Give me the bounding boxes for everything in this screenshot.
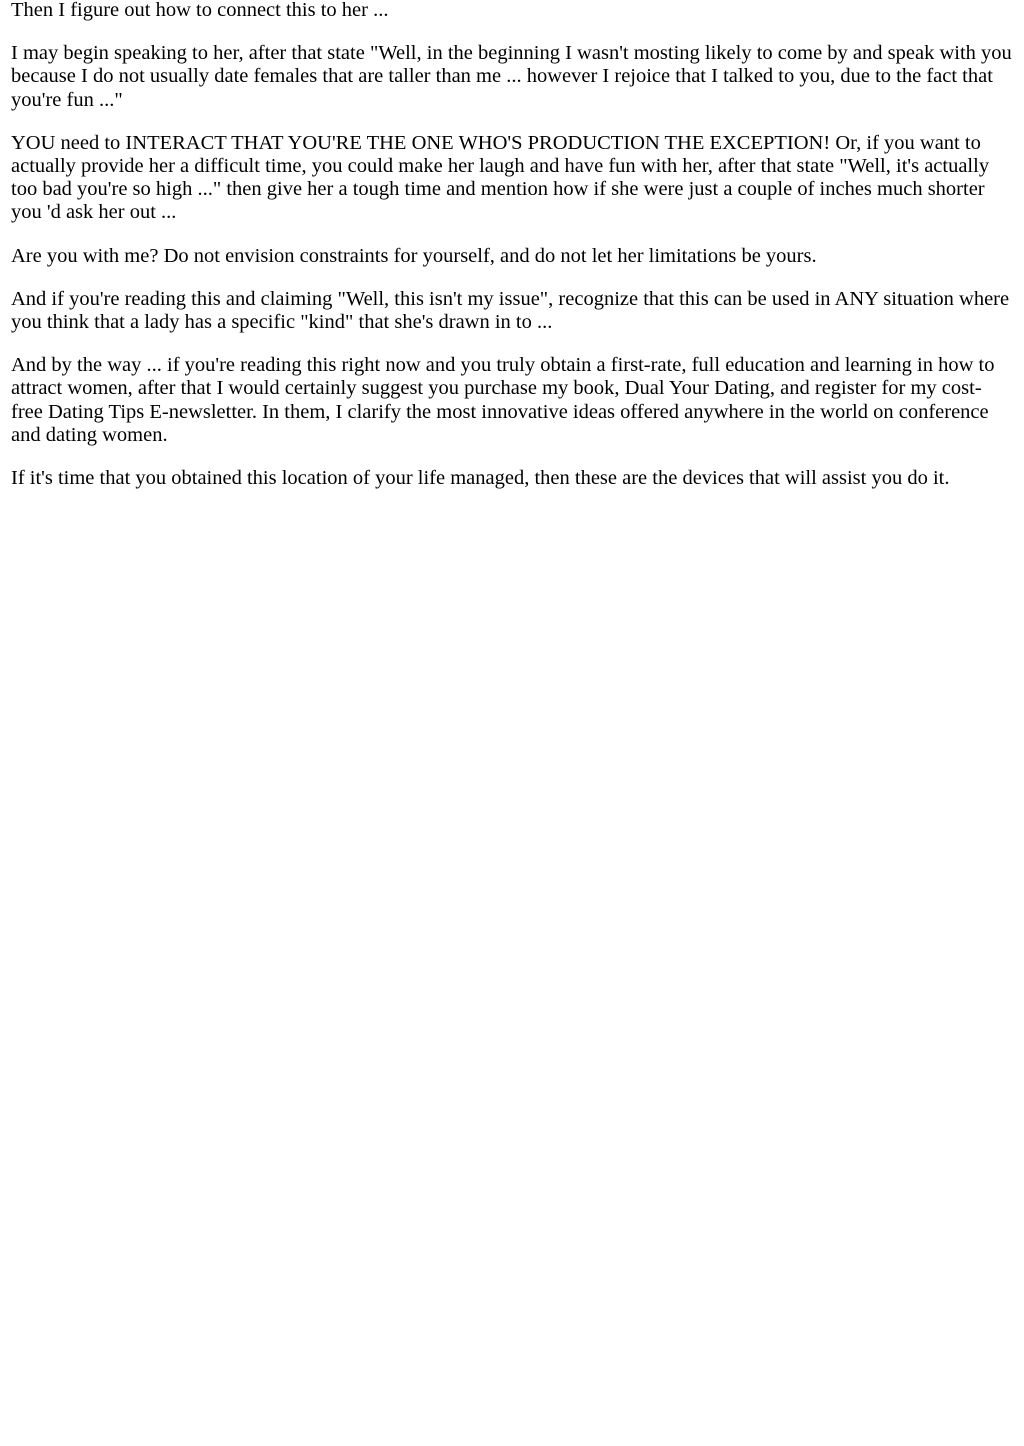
paragraph-book-promo: And by the way ... if you're reading this right now and you truly obtain a first-rate, full education and learning in how to attract women, after that I would certainly suggest you purchase my book, Dual Your Dating, and register for my cost-free Dating Tips E-newsletter. In them, I clarify the most innovative ideas offered anywhere in the world on conference and dating women. — [11, 354, 995, 446]
paragraph-begin-speaking: I may begin speaking to her, after that state "Well, in the beginning I wasn't mosting likely to come by and speak with you because I do not usually date females that are taller than me ... however I rejoice that I talked to you, due to the fact that you're fun ..." — [11, 42, 1012, 111]
article-body — [0, 0, 1024, 490]
paragraph-any-situation: And if you're reading this and claiming "Well, this isn't my issue", recognize that this can be used in ANY situation where you think that a lady has a specific "kind" that she's drawn in to ... — [11, 287, 1010, 334]
paragraph-with-me: Are you with me? Do not envision constraints for yourself, and do not let her limitations be yours. — [11, 244, 817, 267]
paragraph-interact-exception: YOU need to INTERACT THAT YOU'RE THE ONE WHO'S PRODUCTION THE EXCEPTION! Or, if you want to actually provide her a difficult time, you could make her laugh and have fun with her, after that state "Well, it's actually too bad you're so high ..." then give her a tough time and mention how if she were just a couple of inches much shorter you 'd ask her out ... — [11, 131, 990, 224]
paragraph-closing: If it's time that you obtained this location of your life managed, then these are the devices that will assist you do it. — [11, 467, 950, 490]
paragraph-connect: Then I figure out how to connect this to her ... — [11, 0, 389, 21]
